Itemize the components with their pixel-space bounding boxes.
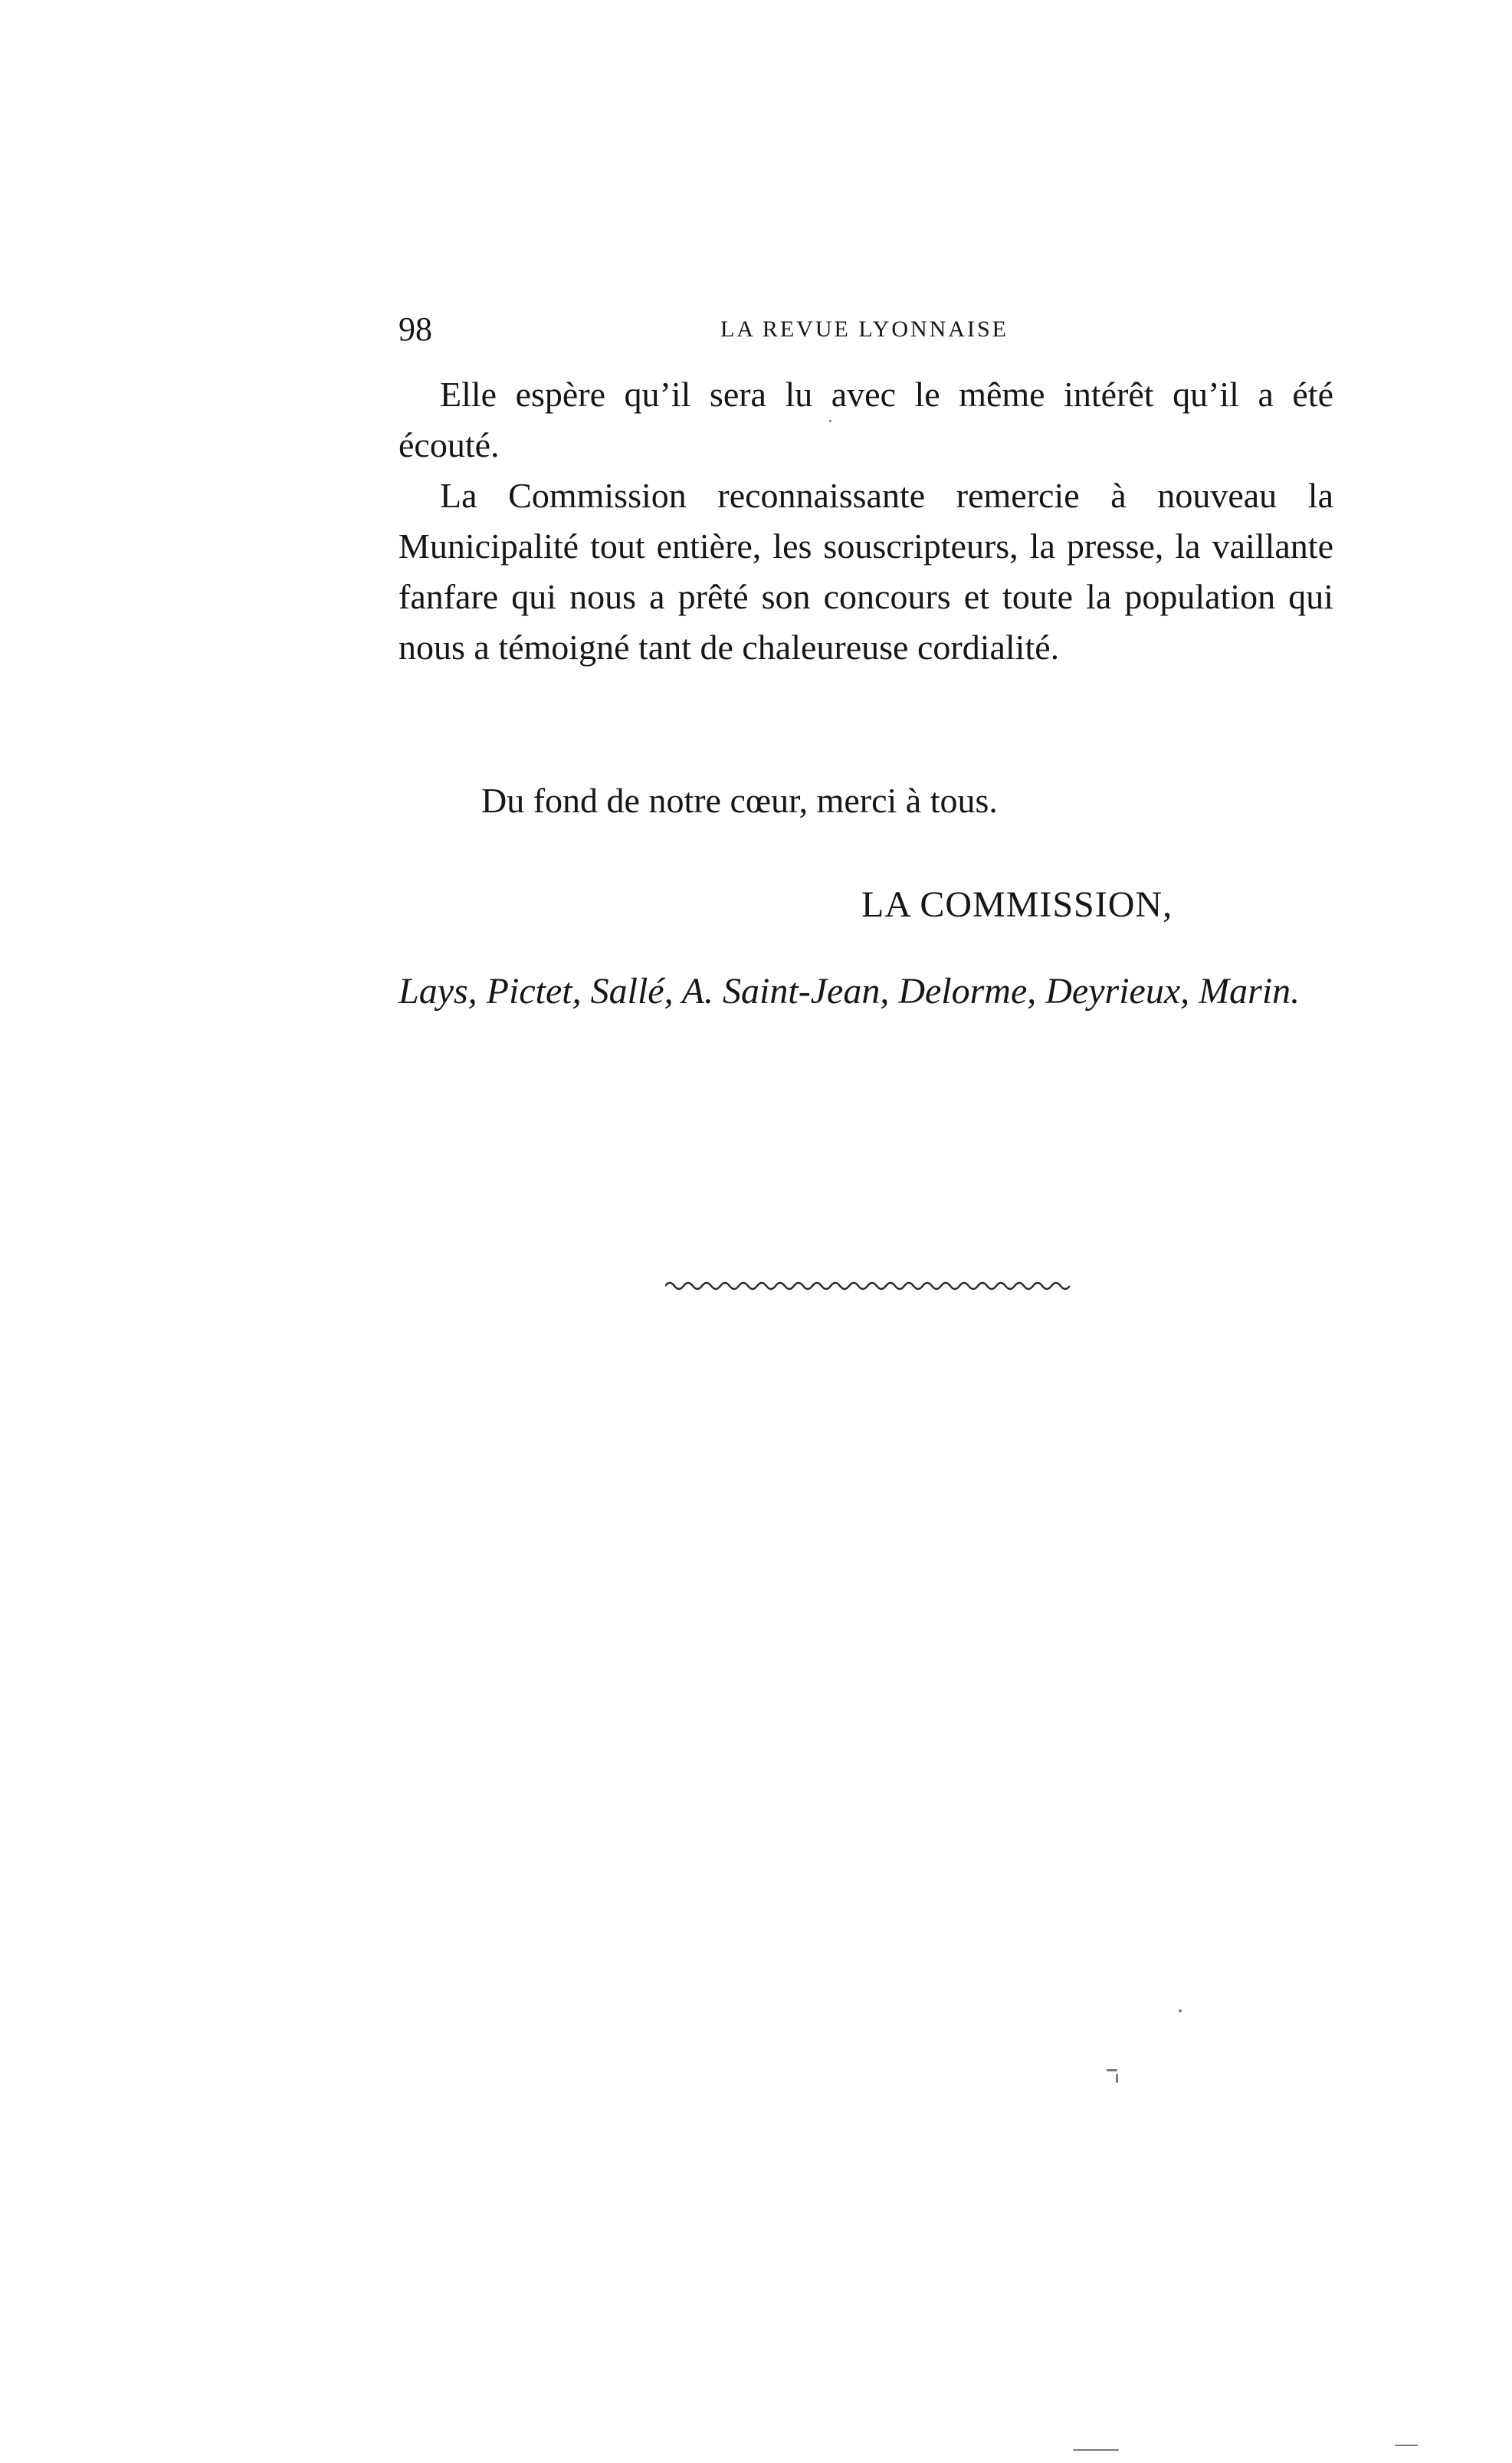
commission-heading: LA COMMISSION,: [861, 884, 1173, 925]
running-title: LA REVUE LYONNAISE: [720, 316, 1009, 342]
paper-speck: [1179, 2009, 1182, 2012]
paragraph: La Commission reconnaissante remercie à nouveau la Municipalité tout entière, les souscripteurs, la presse, la vaillante fanfare qui nous a prêté son concours et toute la population qui nous a témoigné tant de chaleureuse cordialité.: [398, 476, 1333, 667]
paper-speck: [1107, 2069, 1117, 2071]
paper-speck: [1073, 2449, 1119, 2451]
body-text: [398, 369, 1333, 673]
paragraph: Elle espère qu’il sera lu avec le même intérêt qu’il a été écouté.: [398, 375, 1333, 464]
page-number: 98: [398, 310, 432, 348]
closing-line: Du fond de notre cœur, merci à tous.: [481, 781, 998, 820]
wavy-rule-ornament: [665, 1275, 1071, 1294]
page-header: [398, 307, 1333, 353]
signatories: Lays, Pictet, Sallé, A. Saint-Jean, Delorme, Deyrieux, Marin.: [398, 971, 1300, 1012]
paper-speck: [829, 420, 831, 422]
paper-speck: [1395, 2445, 1418, 2446]
paper-speck: [1116, 2074, 1118, 2083]
